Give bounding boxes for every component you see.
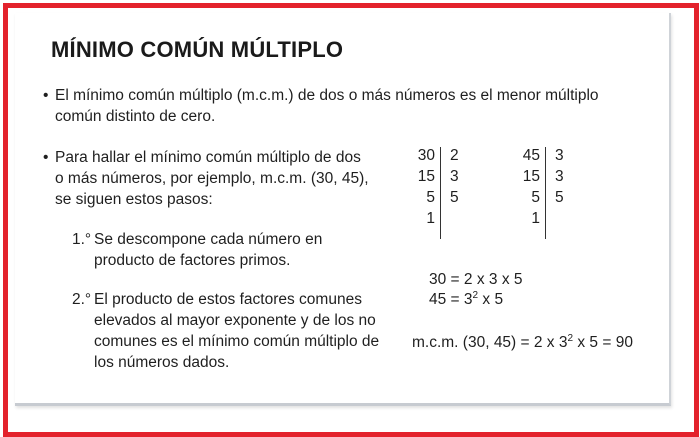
step-1 [72, 229, 382, 271]
step-number: 2.° [72, 291, 92, 308]
division-line [545, 147, 546, 239]
prime-factor: 3 [555, 168, 564, 185]
procedure-paragraph [43, 147, 373, 210]
equation-30: 30 = 2 x 3 x 5 [429, 271, 523, 288]
content-card [15, 13, 671, 406]
factorization-30 [395, 145, 475, 245]
bullet-icon: • [43, 87, 49, 104]
page-title: MÍNIMO COMÚN MÚLTIPLO [51, 37, 344, 62]
prime-factor: 3 [555, 147, 564, 164]
dividend: 15 [417, 168, 435, 185]
step-number: 1.° [72, 231, 92, 248]
dividend: 1 [531, 210, 540, 227]
dividend: 1 [426, 210, 435, 227]
step-text: Se descompone cada número en producto de factores primos. [94, 231, 323, 269]
bullet-icon: • [43, 149, 49, 166]
step-text: El producto de estos factores comunes elevados al mayor exponente y de los no comunes es el mínimo común múltiplo de los números dados. [94, 291, 380, 371]
division-line [440, 147, 441, 239]
prime-factor: 5 [555, 189, 564, 206]
step-2 [72, 289, 382, 373]
equation-45: $45 = 3^2$ x 5 [429, 289, 504, 308]
dividend: 45 [522, 147, 540, 164]
dividend: 5 [426, 189, 435, 206]
dividend: 15 [522, 168, 540, 185]
mcm-result: m.c.m. (30, 45) = 2 x $3^2$ x 5 = 90 [412, 332, 633, 351]
prime-factor: 2 [450, 147, 459, 164]
dividend: 5 [531, 189, 540, 206]
procedure-text: Para hallar el mínimo común múltiplo de dos o más números, por ejemplo, m.c.m. (30, 45), se siguen estos pasos: [55, 149, 369, 208]
prime-factor: 3 [450, 168, 459, 185]
dividend: 30 [417, 147, 435, 164]
definition-text: El mínimo común múltiplo (m.c.m.) de dos o más números es el menor múltiplo común distinto de cero. [55, 87, 599, 125]
definition-paragraph [43, 85, 643, 127]
factorization-45 [500, 145, 580, 245]
prime-factor: 5 [450, 189, 459, 206]
